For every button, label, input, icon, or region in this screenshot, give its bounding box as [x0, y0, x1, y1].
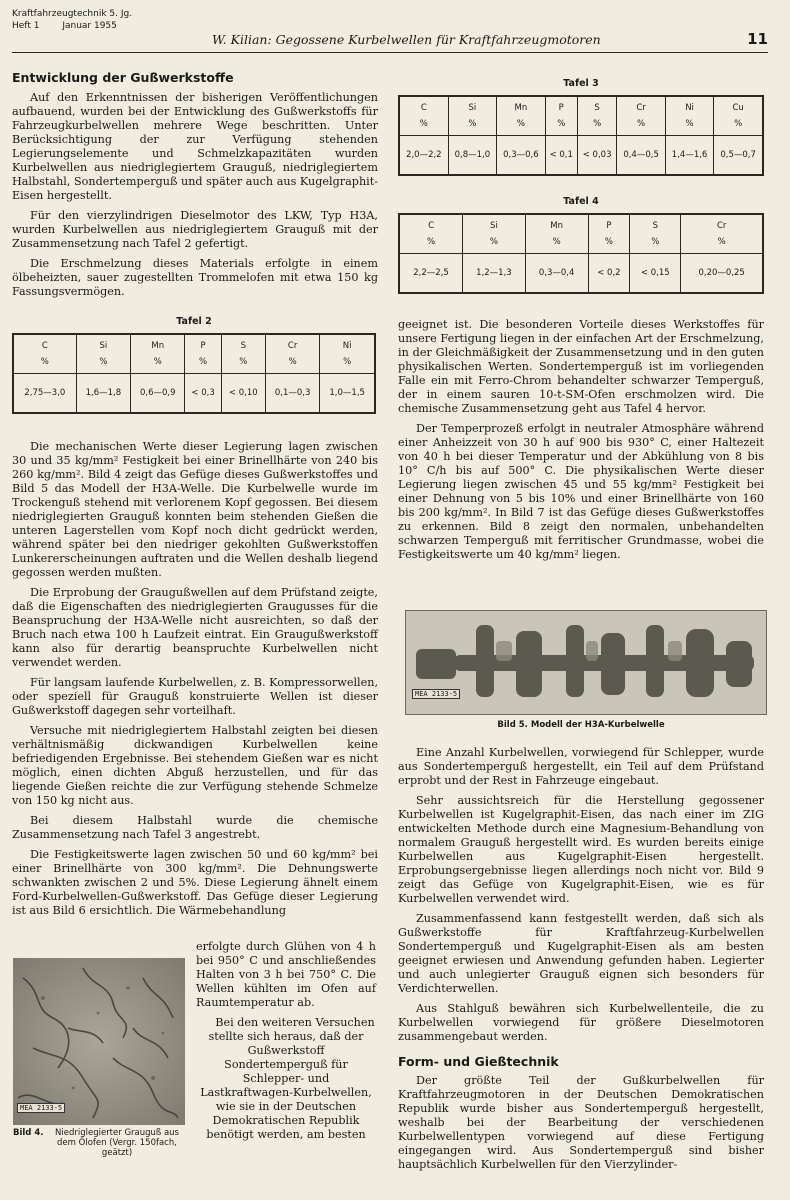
- journal-info: [12, 8, 132, 32]
- paragraph: Eine Anzahl Kurbelwellen, vorwiegend für Schlepper, wurde aus Sondertemperguß hergestellt, ein Teil auf dem Prüfstand erprobt und der Rest in Fahrzeuge eingebaut.: [398, 746, 764, 787]
- page-header: [12, 6, 768, 53]
- table-cell: 0,1—0,3: [265, 374, 319, 414]
- table-cell: 0,3—0,6: [497, 136, 545, 176]
- crankshaft-model-image: [405, 610, 767, 715]
- table-header-cell: Si %: [76, 334, 130, 374]
- paragraph: Für den vierzylindrigen Dieselmotor des LKW, Typ H3A, wurden Kurbelwellen aus niedriglegiertem Grauguß mit der Zusammensetzung nach Tafel 2 gefertigt.: [12, 209, 378, 250]
- table-cell: 1,0—1,5: [320, 374, 375, 414]
- table-cell: 0,5—0,7: [714, 136, 763, 176]
- table-cell: 0,3—0,4: [525, 254, 588, 294]
- table-cell: < 0,2: [588, 254, 630, 294]
- figure-wrap-text: [196, 940, 376, 1142]
- table-cell: 1,6—1,8: [76, 374, 130, 414]
- table-header-cell: Si %: [463, 214, 526, 254]
- paragraph: geeignet ist. Die besonderen Vorteile dieses Werkstoffes für unsere Fertigung liegen in der einfachen Art der Erschmelzung, in der Gleichmäßigkeit der Zusammensetzung und in den guten physikalischen Werten. Sondertemperguß ist im vorliegenden Falle ein mit Ferro-Chrom behandelter schwarzer Temperguß, der in einem sauren 10-t-SM-Ofen erschmolzen wird. Die chemische Zusammensetzung geht aus Tafel 4 hervor.: [398, 318, 764, 415]
- table-header-cell: Cr %: [681, 214, 763, 254]
- figure-stamp: MEA 2133-5: [17, 1103, 65, 1113]
- table-cell: 0,4—0,5: [617, 136, 665, 176]
- table-title: Tafel 3: [563, 78, 599, 89]
- paragraph: Die Festigkeitswerte lagen zwischen 50 und 60 kg/mm² bei einer Brinellhärte von 300 kg/mm². Die Dehnungswerte schwankten zwischen 2 und 5%. Diese Legierung ähnelt einem Ford-Kurbelwellen-Gußwerkstoff. Das Gefüge dieser Legierung ist aus Bild 6 ersichtlich. Die Wärmebehandlung: [12, 848, 378, 917]
- page-number: 11: [747, 30, 768, 48]
- running-title: W. Kilian: Gegossene Kurbelwellen für Kraftfahrzeugmotoren: [212, 32, 601, 47]
- table-cell: 2,75—3,0: [13, 374, 76, 414]
- table-header-cell: Mn %: [131, 334, 185, 374]
- table-header-cell: Cr %: [265, 334, 319, 374]
- left-column-continued: [12, 440, 378, 918]
- table-header-cell: Ni %: [665, 96, 713, 136]
- table-cell: < 0,15: [630, 254, 681, 294]
- journal-line-2: Heft 1 Januar 1955: [12, 21, 117, 31]
- table-cell: < 0,03: [577, 136, 616, 176]
- table-header-cell: S %: [577, 96, 616, 136]
- paragraph: Auf den Erkenntnissen der bisherigen Veröffentlichungen aufbauend, wurden bei der Entwicklung des Gußwerkstoffs für Fahrzeugkurbelwellen mehrere Wege beschritten. Unter Berücksichtigung der zur Verfügung stehenden Legierungselemente und Schmelzkapazitäten wurden Kurbelwellen aus niedriglegiertem Grauguß, niedriglegiertem Halbstahl, Sondertemperguß und später auch aus Kugelgraphit-Eisen hergestellt.: [12, 91, 378, 202]
- table-cell: < 0,1: [545, 136, 577, 176]
- table-header-cell: Cr %: [617, 96, 665, 136]
- left-column: [12, 70, 378, 299]
- table-cell: < 0,10: [221, 374, 265, 414]
- figure-5-caption: Bild 5. Modell der H3A-Kurbelwelle: [497, 720, 665, 730]
- paragraph: Der Temperprozeß erfolgt in neutraler Atmosphäre während einer Anheizzeit von 30 h auf 900 bis 930° C, einer Haltezeit von 40 h bei dieser Temperatur und der Abkühlung von 8 bis 10° C/h bis auf 500° C. Die physikalischen Werte dieser Legierung liegen zwischen 45 und 55 kg/mm² Festigkeit bei einer Dehnung von 5 bis 10% und einer Brinellhärte von 160 bis 200 kg/mm². In Bild 7 ist das Gefüge dieses Gußwerkstoffes zu erkennen. Bild 8 zeigt den normalen, unbehandelten schwarzen Temperguß mit ferritischer Grundmasse, wobei die Festigkeitswerte um 40 kg/mm² liegen.: [398, 422, 764, 561]
- paragraph: Zusammenfassend kann festgestellt werden, daß sich als Gußwerkstoffe für Kraftfahrzeug-Kurbelwellen Sondertemperguß und Kugelgraphit-Eisen als am besten geeignet erwiesen und Anwendung gefunden haben. Legierter und auch unlegierter Grauguß eignen sich besonders für Verdichterwellen.: [398, 912, 764, 995]
- section-heading: Form- und Gießtechnik: [398, 1054, 559, 1069]
- paragraph: Die Erschmelzung dieses Materials erfolgte in einem ölbeheizten, sauer zugestellten Trommelofen mit etwa 150 kg Fassungsvermögen.: [12, 257, 378, 298]
- paragraph: Sehr aussichtsreich für die Herstellung gegossener Kurbelwellen ist Kugelgraphit-Eisen, das nach einer im ZIG entwickelten Methode durch eine Magnesium-Behandlung von normalem Grauguß hergestellt wird. Es wurden bereits einige Kurbelwellen aus Kugelgraphit-Eisen hergestellt. Erprobungsergebnisse liegen allerdings noch nicht vor. Bild 9 zeigt das Gefüge von Kugelgraphit-Eisen, wie es für Kurbelwellen verwendet wird.: [398, 794, 764, 905]
- right-column-continued: [398, 746, 764, 1172]
- paragraph: erfolgte durch Glühen von 4 h bei 950° C und anschließendes Halten von 3 h bei 750° C. Die Wellen kühlten im Ofen auf Raumtemperatur ab.: [196, 940, 376, 1009]
- journal-line-1: Kraftfahrzeugtechnik 5. Jg.: [12, 9, 133, 19]
- table-header-cell: Cu %: [714, 96, 763, 136]
- table-header-cell: P %: [588, 214, 630, 254]
- table-header-cell: P %: [545, 96, 577, 136]
- table-header-cell: C %: [13, 334, 76, 374]
- table-cell: 0,8—1,0: [448, 136, 496, 176]
- table-cell: 2,2—2,5: [399, 254, 463, 294]
- micrograph-image: [13, 958, 185, 1125]
- paragraph: Für langsam laufende Kurbelwellen, z. B. Kompressorwellen, oder speziell für Grauguß konstruierte Wellen ist dieser Gußwerkstoff dagegen sehr vorteilhaft.: [12, 676, 378, 717]
- table-header-cell: C %: [399, 214, 463, 254]
- table-tafel-3: [398, 78, 764, 176]
- table-header-cell: Si %: [448, 96, 496, 136]
- table-header-cell: Ni %: [320, 334, 375, 374]
- table-header-cell: C %: [399, 96, 448, 136]
- table-tafel-2: [12, 316, 376, 414]
- paragraph: Bei den weiteren Versuchen stellte sich heraus, daß der Gußwerkstoff Sondertemperguß für Schlepper- und Lastkraftwagen-Kurbelwellen, wie sie in der Deutschen Demokratischen Republik benötigt werden, am besten: [200, 1016, 375, 1141]
- table-tafel-4: [398, 196, 764, 294]
- table-header-cell: Mn %: [497, 96, 545, 136]
- figure-label: Bild 4.: [13, 1128, 44, 1138]
- section-heading: Entwicklung der Gußwerkstoffe: [12, 70, 234, 85]
- table-cell: 1,4—1,6: [665, 136, 713, 176]
- table-cell: 0,20—0,25: [681, 254, 763, 294]
- table-header-cell: S %: [630, 214, 681, 254]
- paragraph: Die mechanischen Werte dieser Legierung lagen zwischen 30 und 35 kg/mm² Festigkeit bei einer Brinellhärte von 240 bis 260 kg/mm². Bild 4 zeigt das Gefüge dieses Gußwerkstoffes und Bild 5 das Modell der H3A-Welle. Die Kurbelwelle wurde im Trockenguß stehend mit verlorenem Kopf gegossen. Bei diesem niedriglegierten Grauguß konnten beim stehenden Gießen die unteren Lagerstellen vom Kopf noch dicht gedrückt werden, während später bei den niedriger gekohlten Gußwerkstoffen Lunkererscheinungen auftraten und die Wellen deshalb liegend gegossen werden mußten.: [12, 440, 378, 579]
- paragraph: Die Erprobung der Graugußwellen auf dem Prüfstand zeigte, daß die Eigenschaften des niedriglegierten Graugusses für die Beanspruchung der H3A-Welle nicht ausreichten, so daß der Bruch nach etwa 100 h Laufzeit eintrat. Ein Graugußwerkstoff kann also für derartig beanspruchte Kurbelwellen nicht verwendet werden.: [12, 586, 378, 669]
- paragraph: Bei diesem Halbstahl wurde die chemische Zusammensetzung nach Tafel 3 angestrebt.: [12, 814, 378, 841]
- paragraph: Aus Stahlguß bewähren sich Kurbelwellenteile, die zu Kurbelwellen vorwiegend für größere Dieselmotoren zusammengebaut werden.: [398, 1002, 764, 1043]
- table-title: Tafel 2: [176, 316, 212, 327]
- table-title: Tafel 4: [563, 196, 599, 207]
- figure-stamp: MEA 2133-5: [412, 689, 460, 699]
- table-cell: 2,0—2,2: [399, 136, 448, 176]
- paragraph: Der größte Teil der Gußkurbelwellen für Kraftfahrzeugmotoren in der Deutschen Demokratischen Republik wurde bisher aus Sondertemperguß hergestellt, weshalb bei der Bearbeitung der verschiedenen Kurbelwellentypen vorwiegend auf diese Fertigung eingegangen wird. Aus Sondertemperguß sind bisher hauptsächlich Kurbelwellen für den Vierzylinder-: [398, 1074, 764, 1171]
- table-cell: < 0,3: [185, 374, 221, 414]
- figure-caption-text: Niedriglegierter Grauguß aus dem Ölofen (Vergr. 150fach, geätzt): [55, 1128, 179, 1158]
- table-header-cell: P %: [185, 334, 221, 374]
- right-column: [398, 318, 764, 562]
- table-cell: 0,6—0,9: [131, 374, 185, 414]
- table-header-cell: S %: [221, 334, 265, 374]
- table-header-cell: Mn %: [525, 214, 588, 254]
- paragraph: Versuche mit niedriglegiertem Halbstahl zeigten bei diesen verhältnismäßig dickwandigen Kurbelwellen keine befriedigenden Ergebnisse. Bei stehendem Gießen war es nicht möglich, einen dichten Abguß herzustellen, und für das liegende Gießen reichte die zur Verfügung stehende Schmelze von 150 kg nicht aus.: [12, 724, 378, 807]
- table-cell: 1,2—1,3: [463, 254, 526, 294]
- figure-4-caption: [13, 1128, 191, 1158]
